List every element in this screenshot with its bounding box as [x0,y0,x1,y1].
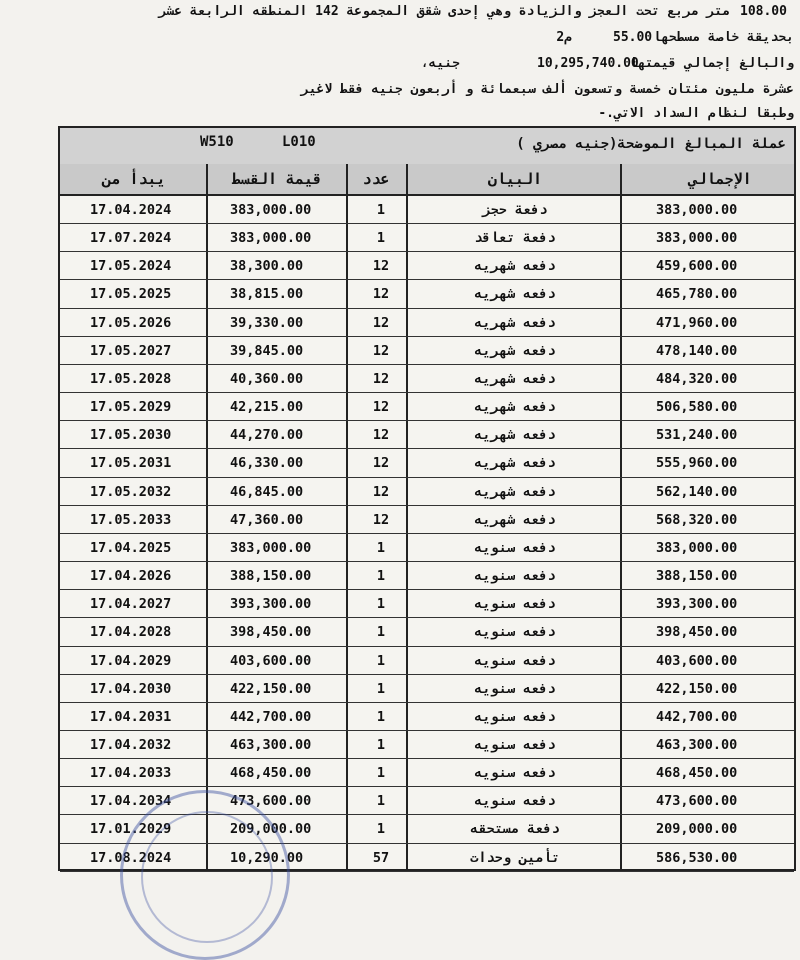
count-cell: 12 [372,370,390,387]
total-cell: 383,000.00 [656,230,738,247]
header-start-from: يبدأ من [102,170,166,188]
installment-cell: 209,000.00 [230,821,312,838]
count-cell: 1 [376,539,386,556]
description-cell: تأمين وحدات [470,849,560,866]
table-row [60,421,794,449]
start-date-cell: 17.05.2032 [90,483,172,500]
table-row [60,478,794,506]
count-cell: 1 [376,230,386,247]
installment-cell: 44,270.00 [230,427,304,444]
total-cell: 484,320.00 [656,370,738,387]
description-cell: دفعه شهريه [474,483,556,500]
installment-cell: 463,300.00 [230,736,312,753]
count-cell: 1 [376,708,386,725]
start-date-cell: 17.04.2031 [90,708,172,725]
header-description: البيان [487,170,543,188]
count-cell: 12 [372,511,390,528]
count-cell: 12 [372,399,390,416]
table-header-row [60,164,794,196]
table-row [60,618,794,646]
table-row [60,506,794,534]
table-row [60,196,794,224]
installment-cell: 403,600.00 [230,652,312,669]
description-cell: دفعة مستحقه [470,821,560,838]
table-row [60,759,794,787]
installment-cell: 393,300.00 [230,596,312,613]
start-date-cell: 17.04.2026 [90,568,172,585]
total-cell: 463,300.00 [656,736,738,753]
installment-cell: 40,360.00 [230,370,304,387]
total-cell: 388,150.00 [656,568,738,585]
total-cell: 465,780.00 [656,286,738,303]
total-cell: 383,000.00 [656,202,738,218]
start-date-cell: 17.05.2026 [90,314,172,331]
table-row [60,309,794,337]
currency-title: عملة المبالغ الموضحة(جنيه مصري ) [516,136,786,152]
start-date-cell: 17.05.2024 [90,258,172,275]
start-date-cell: 17.04.2025 [90,539,172,556]
count-cell: 1 [376,652,386,669]
description-cell: دفعه سنويه [474,539,556,556]
total-cell: 398,450.00 [656,624,738,641]
installment-cell: 38,300.00 [230,258,304,275]
total-cell: 506,580.00 [656,399,738,416]
total-cell: 459,600.00 [656,258,738,275]
total-cell: 471,960.00 [656,314,738,331]
installment-cell: 38,815.00 [230,286,304,303]
count-cell: 1 [376,568,386,585]
count-cell: 1 [376,596,386,613]
description-cell: دفعه شهريه [474,286,556,303]
table-row [60,647,794,675]
total-value-words: عشرة مليون مئتان خمسة وتسعون ألف سبعمائة و أربعون جنيه فقط لاغير [300,82,794,97]
installment-cell: 47,360.00 [230,511,304,528]
start-date-cell: 17.04.2033 [90,765,172,782]
count-cell: 1 [376,821,386,838]
start-date-cell: 17.05.2028 [90,370,172,387]
description-cell: دفعه سنويه [474,765,556,782]
garden-label: بحديقة خاصة مسطحها [653,30,794,45]
installment-cell: 39,845.00 [230,342,304,359]
start-date-cell: 17.04.2027 [90,596,172,613]
total-cell: 473,600.00 [656,793,738,810]
total-value: 10,295,740.00 [537,56,639,71]
table-row [60,590,794,618]
total-cell: 568,320.00 [656,511,738,528]
start-date-cell: 17.04.2032 [90,736,172,753]
total-cell: 403,600.00 [656,652,738,669]
total-cell: 468,450.00 [656,765,738,782]
payment-schedule-table [58,126,796,871]
start-date-cell: 17.05.2031 [90,455,172,472]
count-cell: 1 [376,765,386,782]
description-cell: دفعة تعاقد [474,230,556,247]
garden-unit: م2 [556,30,572,45]
installment-cell: 442,700.00 [230,708,312,725]
table-row [60,703,794,731]
start-date-cell: 17.05.2029 [90,399,172,416]
description-cell: دفعه شهريه [474,511,556,528]
start-date-cell: 17.04.2034 [90,793,172,810]
table-row [60,731,794,759]
start-date-cell: 17.04.2028 [90,624,172,641]
description-cell: دفعه سنويه [474,793,556,810]
unit-code-w: W510 [200,134,234,150]
count-cell: 12 [372,455,390,472]
start-date-cell: 17.08.2024 [90,849,172,866]
unit-description: متر مربع تحت العجز والزيادة وهي إحدى شقق المجموعة 142 المنطقه الرابعة عشر [158,4,730,19]
installment-cell: 46,330.00 [230,455,304,472]
unit-area: 108.00 [740,4,787,19]
count-cell: 12 [372,342,390,359]
installment-cell: 383,000.00 [230,539,312,556]
count-cell: 1 [376,736,386,753]
description-cell: دفعه سنويه [474,680,556,697]
installment-cell: 473,600.00 [230,793,312,810]
total-cell: 393,300.00 [656,596,738,613]
header-count: عدد [362,170,390,188]
table-row [60,337,794,365]
installment-cell: 422,150.00 [230,680,312,697]
start-date-cell: 17.05.2027 [90,342,172,359]
total-cell: 422,150.00 [656,680,738,697]
table-row [60,393,794,421]
total-cell: 209,000.00 [656,821,738,838]
count-cell: 1 [376,202,386,218]
description-cell: دفعه شهريه [474,314,556,331]
table-row [60,534,794,562]
total-cell: 586,530.00 [656,849,738,866]
installment-cell: 383,000.00 [230,202,312,218]
total-cell: 442,700.00 [656,708,738,725]
count-cell: 1 [376,680,386,697]
description-cell: دفعه شهريه [474,427,556,444]
description-cell: دفعه سنويه [474,652,556,669]
garden-area: 55.00 [613,30,653,45]
installment-cell: 10,290.00 [230,849,304,866]
intro-text [0,0,800,125]
total-cell: 531,240.00 [656,427,738,444]
start-date-cell: 17.05.2030 [90,427,172,444]
start-date-cell: 17.05.2033 [90,511,172,528]
table-row [60,675,794,703]
description-cell: دفعه سنويه [474,568,556,585]
installment-cell: 388,150.00 [230,568,312,585]
total-cell: 562,140.00 [656,483,738,500]
installment-cell: 468,450.00 [230,765,312,782]
count-cell: 57 [372,849,390,866]
description-cell: دفعه شهريه [474,455,556,472]
start-date-cell: 17.01.2029 [90,821,172,838]
description-cell: دفعه سنويه [474,624,556,641]
installment-cell: 383,000.00 [230,230,312,247]
start-date-cell: 17.04.2029 [90,652,172,669]
installment-cell: 46,845.00 [230,483,304,500]
official-stamp [120,790,290,960]
table-body [60,196,794,872]
installment-cell: 398,450.00 [230,624,312,641]
total-cell: 478,140.00 [656,342,738,359]
description-cell: دفعه سنويه [474,708,556,725]
start-date-cell: 17.07.2024 [90,230,172,247]
table-row [60,280,794,308]
count-cell: 12 [372,483,390,500]
count-cell: 12 [372,286,390,303]
count-cell: 1 [376,793,386,810]
table-row [60,562,794,590]
description-cell: دفعه شهريه [474,370,556,387]
installment-cell: 42,215.00 [230,399,304,416]
description-cell: دفعة حجز [482,202,548,218]
header-total: الإجمالي [688,170,752,188]
description-cell: دفعه شهريه [474,258,556,275]
table-row [60,449,794,477]
count-cell: 12 [372,314,390,331]
table-row [60,365,794,393]
total-value-unit: جنيه، [420,56,460,71]
count-cell: 12 [372,427,390,444]
start-date-cell: 17.05.2025 [90,286,172,303]
description-cell: دفعه سنويه [474,596,556,613]
description-cell: دفعه شهريه [474,342,556,359]
currency-header-row [60,128,794,166]
count-cell: 1 [376,624,386,641]
total-value-label: والبالغ إجمالي قيمتها [629,56,794,71]
count-cell: 12 [372,258,390,275]
start-date-cell: 17.04.2024 [90,202,172,218]
installment-cell: 39,330.00 [230,314,304,331]
table-row [60,252,794,280]
total-cell: 555,960.00 [656,455,738,472]
total-cell: 383,000.00 [656,539,738,556]
header-installment: قيمة القسط [231,170,323,188]
description-cell: دفعه شهريه [474,399,556,416]
unit-code-l: L010 [282,134,316,150]
table-row [60,224,794,252]
description-cell: دفعه سنويه [474,736,556,753]
start-date-cell: 17.04.2030 [90,680,172,697]
payment-system-heading: وطبقا لنظام السداد الاتي.- [598,106,794,121]
